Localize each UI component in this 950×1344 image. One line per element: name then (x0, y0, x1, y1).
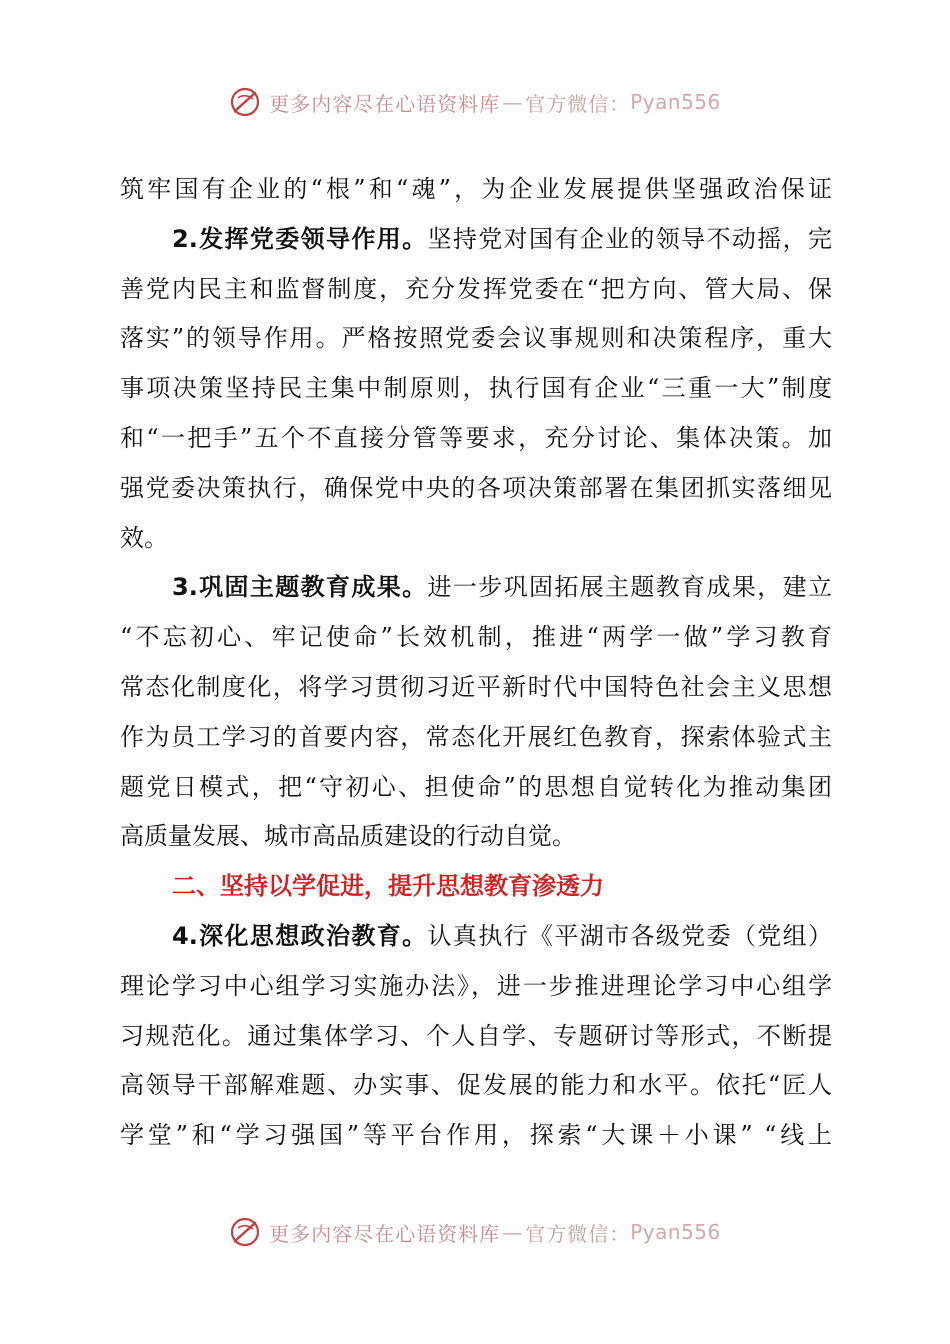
text-line: 理论学习中心组学习实施办法》，进一步推进理论学习中心组学 (120, 971, 832, 1000)
text-line: 常态化制度化，将学习贯彻习近平新时代中国特色社会主义思想 (120, 672, 832, 701)
text-line: 事项决策坚持民主集中制原则，执行国有企业“三重一大”制度 (120, 374, 832, 403)
document-body (120, 165, 832, 1161)
text-line: 善党内民主和监督制度，充分发挥党委在“把方向、管大局、保 (120, 274, 832, 303)
pen-logo-icon (229, 85, 263, 119)
pen-logo-icon (229, 1215, 263, 1249)
text-line: 习规范化。通过集体学习、个人自学、专题研讨等形式，不断提 (120, 1021, 832, 1050)
watermark-label: 官方微信： (525, 1221, 631, 1246)
watermark-id: Pyan556 (630, 1220, 721, 1244)
watermark-id: Pyan556 (630, 90, 721, 114)
text-line: 和“一把手”五个不直接分管等要求，充分讨论、集体决策。加 (120, 423, 832, 452)
item-lead: 4.深化思想政治教育。 (172, 921, 428, 950)
text-line: 4.深化思想政治教育。认真执行《平湖市各级党委（党组） (172, 921, 833, 950)
text-line: 3.巩固主题教育成果。进一步巩固拓展主题教育成果，建立 (172, 573, 833, 602)
section-heading: 二、坚持以学促进，提升思想教育渗透力 (172, 872, 604, 901)
watermark-header (0, 80, 950, 124)
watermark-label: 官方微信： (525, 91, 631, 116)
watermark-footer (0, 1210, 950, 1254)
watermark-dash: — (502, 90, 524, 114)
item-lead: 2.发挥党委领导作用。 (172, 224, 428, 253)
text-line: 强党委决策执行，确保党中央的各项决策部署在集团抓实落细见 (120, 473, 832, 502)
text-line: 题党日模式，把“守初心、担使命”的思想自觉转化为推动集团 (120, 772, 832, 801)
text-line: 学堂”和“学习强国”等平台作用，探索“大课＋小课” “线上 (120, 1121, 832, 1150)
text-line: 作为员工学习的首要内容，常态化开展红色教育，探索体验式主 (120, 722, 832, 751)
text-line: “不忘初心、牢记使命”长效机制，推进“两学一做”学习教育 (120, 623, 832, 652)
text-line: 筑牢国有企业的“根”和“魂”，为企业发展提供坚强政治保证 (120, 175, 832, 203)
item-lead: 3.巩固主题教育成果。 (172, 573, 428, 602)
watermark-brand: 更多内容尽在心语资料库 (269, 91, 501, 116)
text-line: 落实”的领导作用。严格按照党委会议事规则和决策程序，重大 (120, 324, 832, 353)
text-line: 高领导干部解难题、办实事、促发展的能力和水平。依托“匠人 (120, 1071, 832, 1100)
watermark-dash: — (502, 1220, 524, 1244)
watermark-brand: 更多内容尽在心语资料库 (269, 1221, 501, 1246)
text-line: 2.发挥党委领导作用。坚持党对国有企业的领导不动摇，完 (172, 224, 833, 253)
text-line: 高质量发展、城市高品质建设的行动自觉。 (120, 822, 576, 851)
text-line: 效。 (120, 523, 168, 552)
